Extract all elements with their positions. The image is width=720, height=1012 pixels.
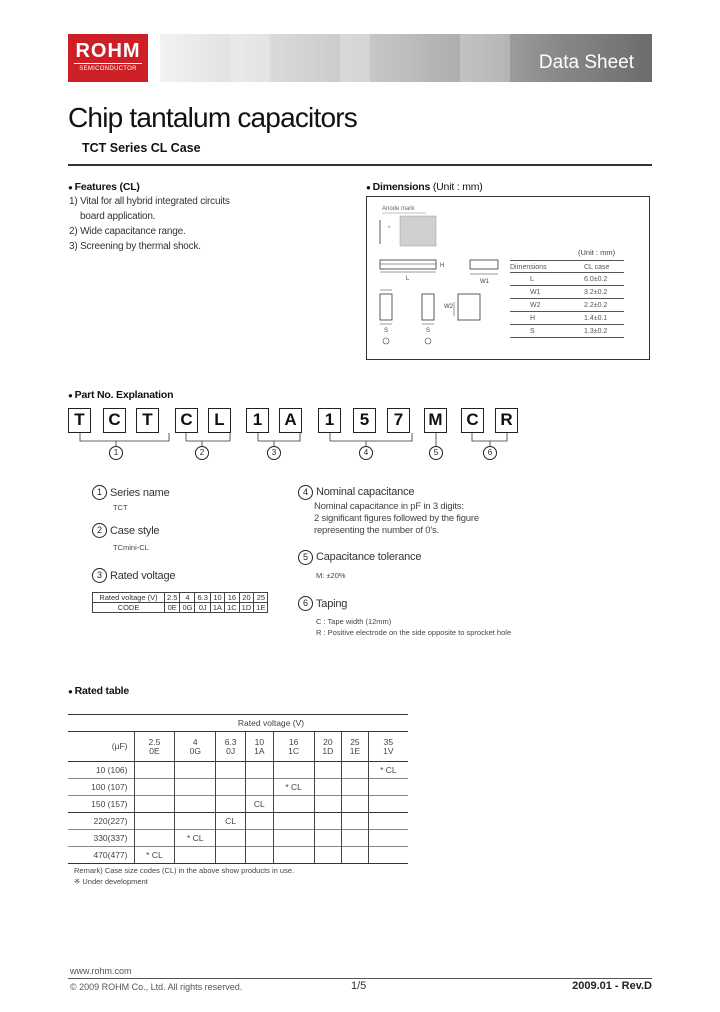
code-header: CODE [93, 603, 165, 613]
rated-cell [368, 813, 408, 830]
table-row [68, 796, 408, 813]
rated-cell [273, 847, 314, 864]
cap-cell: 330(337) [68, 830, 134, 847]
dim-row: W2 2.2±0.2 [510, 299, 624, 312]
rated-corner [68, 715, 134, 732]
rated-cell [216, 779, 246, 796]
rated-cell [246, 847, 274, 864]
anode-symbol-icon [383, 338, 389, 344]
voltage-cell: 10 [210, 593, 224, 603]
bullet-icon: ● [68, 183, 73, 192]
explain-circle-4: 4 [298, 485, 313, 500]
series-name-value: TCT [113, 503, 128, 512]
bullet-icon: ● [68, 391, 73, 400]
banner-block [340, 34, 370, 82]
code-cell: 1C [225, 603, 240, 613]
rated-voltage-cell: 4 0G [175, 732, 216, 762]
partno-circle-4: 4 [359, 446, 373, 460]
rated-cell [175, 762, 216, 779]
partno-char: T [136, 408, 159, 433]
rated-cell: * CL [368, 762, 408, 779]
cathode-symbol-icon [425, 338, 431, 344]
voltage-header: Rated voltage (V) [93, 593, 165, 603]
partno-circle-3: 3 [267, 446, 281, 460]
rated-voltage-cell: 10 1A [246, 732, 274, 762]
rated-cell [368, 830, 408, 847]
rated-cell [246, 779, 274, 796]
banner-block [460, 34, 510, 82]
dim-row: W1 3.2±0.2 [510, 286, 624, 299]
rated-cell [342, 847, 369, 864]
rated-cell [246, 813, 274, 830]
taping-desc [316, 616, 511, 638]
rated-cell: CL [246, 796, 274, 813]
rated-voltage-title: Rated voltage [110, 570, 176, 582]
partno-char: C [103, 408, 126, 433]
rated-cell [368, 847, 408, 864]
explain-circle-3: 3 [92, 568, 107, 583]
nominal-title: Nominal capacitance [316, 486, 415, 498]
rated-cell [216, 830, 246, 847]
rated-cell: CL [216, 813, 246, 830]
table-row [68, 762, 408, 779]
footer-revision: 2009.01 - Rev.D [572, 980, 652, 992]
voltage-cell: 2.5 [165, 593, 180, 603]
voltage-code-table [92, 592, 268, 613]
table-row [68, 813, 408, 830]
taping-line: C : Tape width (12mm) [316, 617, 392, 626]
explain-circle-5: 5 [298, 550, 313, 565]
rated-header-row [68, 715, 408, 732]
page-title: Chip tantalum capacitors [68, 102, 357, 133]
rated-voltage-cell: 6.3 0J [216, 732, 246, 762]
voltage-cell: 16 [225, 593, 240, 603]
title-rule [68, 164, 652, 166]
partno-char: 1 [318, 408, 341, 433]
rated-unit-label: (μF) [68, 732, 134, 762]
dim-label-w1: W1 [480, 279, 489, 285]
tolerance-value: M: ±20% [316, 571, 346, 580]
doc-type: Data Sheet [538, 52, 634, 73]
partno-char: 1 [246, 408, 269, 433]
explain-circle-1: 1 [92, 485, 107, 500]
rated-cell [216, 762, 246, 779]
capacitor-end-view [470, 260, 498, 269]
feature-item: board application. [80, 211, 156, 222]
rated-voltage-cell: 20 1D [314, 732, 342, 762]
rated-cell [216, 847, 246, 864]
dim-row: L 6.0±0.2 [510, 273, 624, 286]
explain-circle-6: 6 [298, 596, 313, 611]
rated-cell [216, 796, 246, 813]
partno-circle-5: 5 [429, 446, 443, 460]
partno-char: T [68, 408, 91, 433]
code-cell: 0G [180, 603, 195, 613]
dim-label-l: L [406, 276, 410, 282]
dimensions-unit: (Unit : mm) [432, 181, 483, 193]
table-row [68, 830, 408, 847]
rated-cell [314, 796, 342, 813]
electrode-view [380, 294, 392, 320]
partno-char: C [461, 408, 484, 433]
dim-table-unit: (Unit : mm) [578, 248, 616, 257]
rated-table-heading: ● Rated table [68, 685, 130, 697]
rated-cell [314, 779, 342, 796]
rated-voltage-cell: 25 1E [342, 732, 369, 762]
footer-url[interactable]: www.rohm.com [70, 966, 132, 976]
rated-cell: * CL [134, 847, 175, 864]
nominal-desc [314, 501, 479, 537]
voltage-cell: 25 [254, 593, 268, 603]
features-list [69, 194, 230, 254]
dimensions-table [510, 260, 624, 338]
dim-label-s: S [426, 328, 431, 334]
code-cell: 1E [254, 603, 268, 613]
capacitor-top-view [400, 216, 436, 246]
rated-cell [134, 830, 175, 847]
rated-cell [342, 779, 369, 796]
rated-cell [134, 796, 175, 813]
code-cell: 0E [165, 603, 180, 613]
partno-brackets [60, 433, 530, 453]
bottom-view [458, 294, 480, 320]
footer-copyright: © 2009 ROHM Co., Ltd. All rights reserved. [70, 982, 243, 992]
table-row [68, 847, 408, 864]
taping-line: R : Positive electrode on the side opposite to sprocket hole [316, 628, 512, 637]
feature-item: 3) Screening by thermal shock. [69, 241, 201, 252]
table-row [68, 779, 408, 796]
rated-cell [273, 813, 314, 830]
partno-char: L [208, 408, 231, 433]
page-subtitle: TCT Series CL Case [82, 141, 201, 155]
code-cell: 0J [195, 603, 210, 613]
rohm-logo [68, 34, 148, 82]
logo-brand: ROHM [75, 40, 141, 62]
dim-label-s: S [384, 328, 389, 334]
partno-heading: ● Part No. Explanation [68, 389, 174, 401]
partno-char: 7 [387, 408, 410, 433]
cap-cell: 220(227) [68, 813, 134, 830]
dim-row: H 1.4±0.1 [510, 312, 624, 325]
dimensions-heading: ● Dimensions (Unit : mm) [366, 181, 483, 193]
rated-cell [246, 830, 274, 847]
rated-cell [175, 796, 216, 813]
voltage-cell: 6.3 [195, 593, 210, 603]
partno-char: C [175, 408, 198, 433]
rated-group-header: Rated voltage (V) [134, 715, 408, 732]
rated-cell [342, 813, 369, 830]
feature-item: 1) Vital for all hybrid integrated circuits [69, 196, 230, 207]
rated-cell [342, 762, 369, 779]
rated-cell [273, 796, 314, 813]
rated-voltage-cell: 2.5 0E [134, 732, 175, 762]
rated-cell [134, 813, 175, 830]
rated-cell [368, 779, 408, 796]
cap-cell: 150 (157) [68, 796, 134, 813]
rated-cell [246, 762, 274, 779]
rated-remarks [74, 865, 294, 887]
rated-cell [175, 813, 216, 830]
dim-row: Dimensions CL case [510, 260, 624, 273]
rated-table [68, 714, 408, 864]
remark-line: ※ Under development [74, 877, 148, 886]
partno-char: A [279, 408, 302, 433]
rated-cell [134, 779, 175, 796]
electrode-view [422, 294, 434, 320]
rated-cell: * CL [273, 779, 314, 796]
rated-cell [175, 779, 216, 796]
code-row [93, 603, 268, 613]
rated-voltage-cell: 16 1C [273, 732, 314, 762]
rated-cell [368, 796, 408, 813]
voltage-row [93, 593, 268, 603]
partno-circle-6: 6 [483, 446, 497, 460]
rated-cell [342, 830, 369, 847]
code-cell: 1A [210, 603, 224, 613]
partno-char: 5 [353, 408, 376, 433]
anode-mark-label: Anode mark [382, 206, 415, 212]
cap-cell: 470(477) [68, 847, 134, 864]
partno-char: R [495, 408, 518, 433]
voltage-cell: 20 [239, 593, 254, 603]
bullet-icon: ● [366, 183, 371, 192]
svg-text:*: * [388, 226, 391, 232]
explain-circle-2: 2 [92, 523, 107, 538]
dim-row: S 1.3±0.2 [510, 325, 624, 338]
rated-voltage-row [68, 732, 408, 762]
dim-label-w2: W2 [444, 304, 453, 310]
features-heading: ● Features (CL) [68, 181, 140, 193]
partno-circle-2: 2 [195, 446, 209, 460]
taping-title: Taping [316, 598, 348, 610]
remark-line: Remark) Case size codes (CL) in the above show products in use. [74, 866, 295, 875]
code-cell: 1D [239, 603, 254, 613]
cap-cell: 10 (106) [68, 762, 134, 779]
voltage-cell: 4 [180, 593, 195, 603]
bullet-icon: ● [68, 687, 73, 696]
cap-cell: 100 (107) [68, 779, 134, 796]
nominal-line: representing the number of 0's. [314, 525, 439, 536]
rated-cell [134, 762, 175, 779]
nominal-line: Nominal capacitance in pF in 3 digits: [314, 501, 464, 512]
rated-cell [273, 830, 314, 847]
dim-label-h: H [440, 263, 445, 269]
rated-cell [342, 796, 369, 813]
rated-cell [314, 830, 342, 847]
case-style-title: Case style [110, 525, 160, 537]
series-name-title: Series name [110, 487, 170, 499]
feature-item: 2) Wide capacitance range. [69, 226, 186, 237]
tolerance-title: Capacitance tolerance [316, 551, 422, 563]
rated-cell: * CL [175, 830, 216, 847]
rated-cell [314, 762, 342, 779]
logo-sub: SEMICONDUCTOR [74, 63, 142, 73]
nominal-line: 2 significant figures followed by the figure [314, 513, 479, 524]
footer-rule [68, 978, 652, 979]
capacitor-side-view [380, 260, 436, 269]
banner-block [230, 34, 270, 82]
footer-page: 1/5 [351, 980, 367, 992]
case-style-value: TCmini-CL [113, 543, 149, 552]
rated-cell [314, 847, 342, 864]
rated-voltage-cell: 35 1V [368, 732, 408, 762]
partno-char: M [424, 408, 447, 433]
rated-cell [273, 762, 314, 779]
partno-circle-1: 1 [109, 446, 123, 460]
rated-cell [175, 847, 216, 864]
rated-cell [314, 813, 342, 830]
